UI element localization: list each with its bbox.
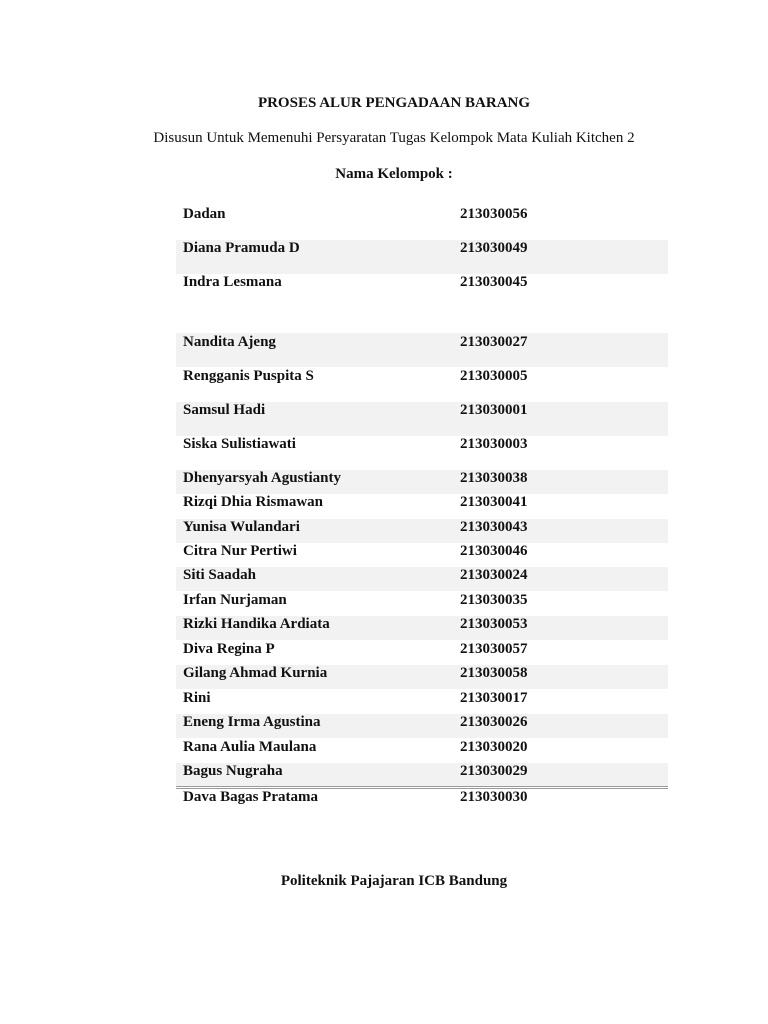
member-nim: 213030058 bbox=[460, 665, 528, 681]
member-name: Rizqi Dhia Rismawan bbox=[183, 494, 324, 510]
member-name: Dadan bbox=[183, 206, 226, 222]
table-row bbox=[176, 436, 668, 469]
member-nim: 213030029 bbox=[460, 763, 528, 779]
table-row bbox=[176, 739, 668, 763]
member-name: Siska Sulistiawati bbox=[183, 436, 296, 452]
table-row bbox=[176, 690, 668, 714]
table-row bbox=[176, 665, 668, 689]
table-row bbox=[176, 274, 668, 332]
table-row bbox=[176, 616, 668, 640]
member-nim: 213030020 bbox=[460, 739, 528, 755]
document-subtitle: Disusun Untuk Memenuhi Persyaratan Tugas Kelompok Mata Kuliah Kitchen 2 bbox=[153, 130, 635, 146]
member-nim: 213030027 bbox=[460, 334, 528, 350]
member-nim: 213030049 bbox=[460, 240, 528, 256]
table-row bbox=[176, 567, 668, 591]
institution-name: Politeknik Pajajaran ICB Bandung bbox=[280, 873, 508, 889]
member-nim: 213030046 bbox=[460, 543, 528, 559]
table-row bbox=[176, 333, 668, 367]
member-nim: 213030041 bbox=[460, 494, 528, 510]
member-nim: 213030043 bbox=[460, 519, 528, 535]
table-row bbox=[176, 763, 668, 787]
member-name: Gilang Ahmad Kurnia bbox=[183, 665, 328, 681]
table-row bbox=[176, 592, 668, 616]
member-name: Dhenyarsyah Agustianty bbox=[183, 470, 341, 486]
member-name: Yunisa Wulandari bbox=[183, 519, 300, 535]
member-nim: 213030057 bbox=[460, 641, 528, 657]
table-row bbox=[176, 240, 668, 274]
table-row bbox=[176, 494, 668, 518]
member-name: Eneng Irma Agustina bbox=[183, 714, 321, 730]
member-table bbox=[176, 0, 668, 1024]
member-name: Indra Lesmana bbox=[183, 274, 282, 290]
member-nim: 213030017 bbox=[460, 690, 528, 706]
document-title: PROSES ALUR PENGADAAN BARANG bbox=[257, 95, 531, 111]
member-name: Siti Saadah bbox=[183, 567, 256, 583]
table-row bbox=[176, 789, 668, 813]
member-name: Rizki Handika Ardiata bbox=[183, 616, 330, 632]
table-row bbox=[176, 470, 668, 494]
member-name: Citra Nur Pertiwi bbox=[183, 543, 297, 559]
table-row bbox=[176, 641, 668, 665]
table-row bbox=[176, 205, 668, 239]
member-name: Rengganis Puspita S bbox=[183, 368, 314, 384]
table-row bbox=[176, 367, 668, 401]
member-name: Rini bbox=[183, 690, 211, 706]
table-row bbox=[176, 714, 668, 738]
member-name: Nandita Ajeng bbox=[183, 334, 276, 350]
member-nim: 213030035 bbox=[460, 592, 528, 608]
member-name: Irfan Nurjaman bbox=[183, 592, 287, 608]
member-nim: 213030026 bbox=[460, 714, 528, 730]
member-nim: 213030045 bbox=[460, 274, 528, 290]
table-row bbox=[176, 519, 668, 543]
member-name: Bagus Nugraha bbox=[183, 763, 283, 779]
member-name: Dava Bagas Pratama bbox=[183, 789, 318, 805]
member-nim: 213030030 bbox=[460, 789, 528, 805]
member-name: Samsul Hadi bbox=[183, 402, 266, 418]
member-nim: 213030024 bbox=[460, 567, 528, 583]
member-nim: 213030053 bbox=[460, 616, 528, 632]
member-nim: 213030056 bbox=[460, 206, 528, 222]
table-row bbox=[176, 402, 668, 436]
member-nim: 213030038 bbox=[460, 470, 528, 486]
member-name: Diana Pramuda D bbox=[183, 240, 300, 256]
group-label: Nama Kelompok : bbox=[335, 166, 453, 182]
member-nim: 213030003 bbox=[460, 436, 528, 452]
table-row bbox=[176, 543, 668, 567]
member-nim: 213030005 bbox=[460, 368, 528, 384]
member-name: Rana Aulia Maulana bbox=[183, 739, 317, 755]
member-name: Diva Regina P bbox=[183, 641, 275, 657]
member-nim: 213030001 bbox=[460, 402, 528, 418]
